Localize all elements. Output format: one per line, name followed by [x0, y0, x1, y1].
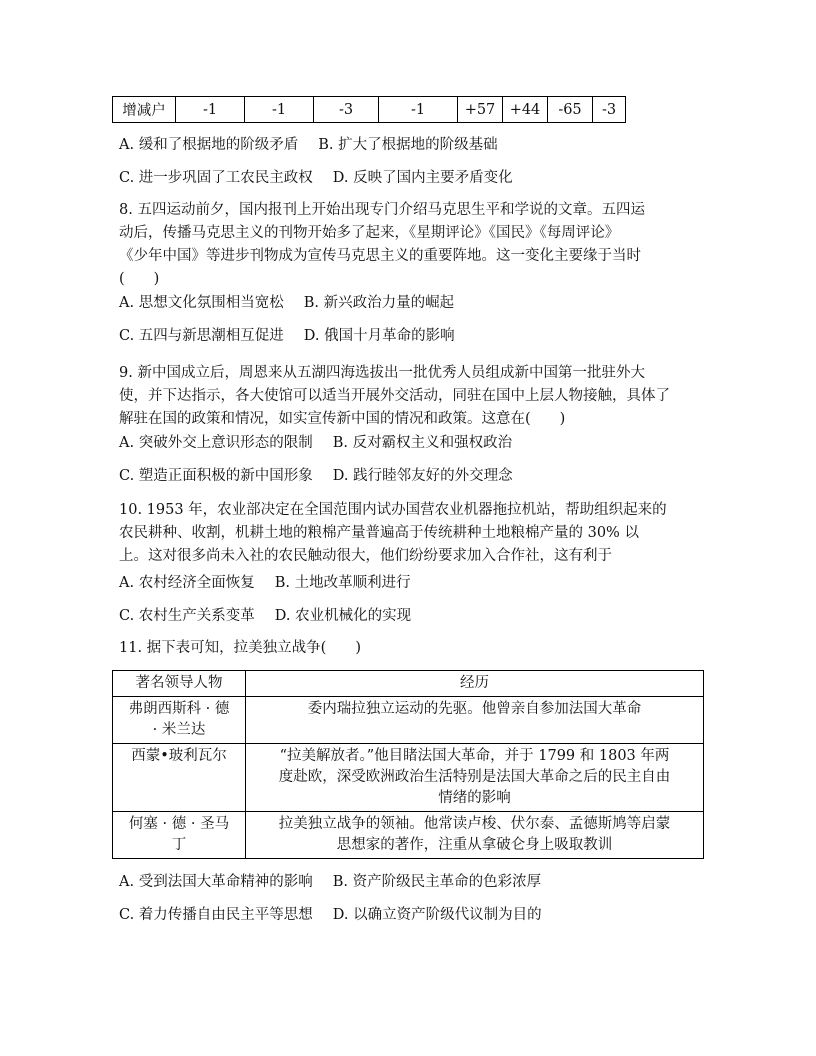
q11-option-a[interactable]: A. 受到法国大革命精神的影响 [119, 874, 313, 890]
q8-stem [119, 199, 701, 291]
leader-description-line: “拉美解放者。”他目睹法国大革命，并于 1799 和 1803 年两 [279, 748, 670, 764]
q11-option-b[interactable]: B. 资产阶级民主革命的色彩浓厚 [332, 874, 542, 890]
q11-stem: 11. 据下表可知，拉美独立战争( ) [119, 640, 361, 656]
leader-description-line: 委内瑞拉独立运动的先驱。他曾亲自参加法国大革命 [307, 701, 642, 717]
q8-option-a[interactable]: A. 思想文化氛围相当宽松 [119, 295, 284, 311]
q9-stem-line: 使，并下达指示，各大使馆可以适当开展外交活动，同驻在国中上层人物接触，具体了 [119, 388, 670, 404]
q8-option-b[interactable]: B. 新兴政治力量的崛起 [303, 295, 455, 311]
household-change-table [112, 96, 626, 123]
table-cell: -1 [245, 97, 314, 123]
leader-name [113, 697, 246, 744]
table-cell: -3 [593, 97, 626, 123]
q11-option-c[interactable]: C. 着力传播自由民主平等思想 [119, 907, 313, 923]
q7-options-ab [119, 134, 701, 157]
q10-options-cd [119, 605, 701, 628]
q8-option-c[interactable]: C. 五四与新思潮相互促进 [119, 328, 284, 344]
q10-stem-line: 上。这对很多尚未入社的农民触动很大，他们纷纷要求加入合作社，这有利于 [119, 548, 612, 564]
q8-stem-line: ( ) [119, 271, 160, 287]
leaders-table [112, 670, 704, 859]
q10-option-a[interactable]: A. 农村经济全面恢复 [119, 575, 255, 591]
q10-option-b[interactable]: B. 土地改革顺利进行 [274, 575, 411, 591]
table-cell: -1 [176, 97, 245, 123]
q9-option-d[interactable]: D. 践行睦邻友好的外交理念 [332, 468, 513, 484]
table-cell: -3 [314, 97, 379, 123]
q10-options-ab [119, 572, 701, 595]
q10-option-d[interactable]: D. 农业机械化的实现 [274, 608, 412, 624]
leader-name [113, 812, 246, 859]
column-header: 经历 [246, 671, 704, 697]
q7-option-a[interactable]: A. 缓和了根据地的阶级矛盾 [119, 137, 299, 153]
leader-name-line: 弗朗西斯科 · 德 [128, 701, 230, 717]
q8-option-d[interactable]: D. 俄国十月革命的影响 [303, 328, 455, 344]
q9-options-cd [119, 465, 701, 488]
q7-option-d[interactable]: D. 反映了国内主要矛盾变化 [332, 170, 513, 186]
q8-stem-line: 《少年中国》等进步刊物成为宣传马克思主义的重要阵地。这一变化主要缘于当时 [119, 248, 641, 264]
leader-name-line: 丁 [171, 837, 187, 853]
q10-stem-line: 农民耕种、收割，机耕土地的粮棉产量普遍高于传统耕种土地粮棉产量的 30% 以 [119, 525, 639, 541]
q8-stem-line: 8. 五四运动前夕，国内报刊上开始出现专门介绍马克思生平和学说的文章。五四运 [119, 202, 645, 218]
leader-name-line: 何塞 · 德 · 圣马 [128, 816, 230, 832]
q7-option-c[interactable]: C. 进一步巩固了工农民主政权 [119, 170, 313, 186]
table-header-row [113, 671, 704, 697]
column-header: 著名领导人物 [113, 671, 246, 697]
q10-stem [119, 499, 701, 568]
q7-option-b[interactable]: B. 扩大了根据地的阶级基础 [318, 137, 498, 153]
table-cell: +44 [503, 97, 548, 123]
q10-option-c[interactable]: C. 农村生产关系变革 [119, 608, 255, 624]
table-row [113, 812, 704, 859]
q9-option-b[interactable]: B. 反对霸权主义和强权政治 [332, 435, 513, 451]
q9-stem-line: 9. 新中国成立后，周恩来从五湖四海选拔出一批优秀人员组成新中国第一批驻外大 [119, 365, 645, 381]
q10-stem-line: 10. 1953 年，农业部决定在全国范围内试办国营农业机器拖拉机站，帮助组织起来的 [119, 502, 667, 518]
q9-option-a[interactable]: A. 突破外交上意识形态的限制 [119, 435, 313, 451]
q11-option-d[interactable]: D. 以确立资产阶级代议制为目的 [332, 907, 542, 923]
row-label: 增减户 [113, 97, 176, 123]
q11-options-ab [119, 871, 701, 894]
leader-name-line: 西蒙•玻利瓦尔 [131, 748, 227, 764]
leader-description-line: 情绪的影响 [438, 790, 511, 806]
q11-options-cd [119, 904, 701, 927]
table-row [113, 97, 626, 123]
leader-description-line: 度赴欧，深受欧洲政治生活特别是法国大革命之后的民主自由 [278, 769, 671, 785]
leader-description-line: 思想家的著作，注重从拿破仑身上吸取教训 [336, 837, 613, 853]
q9-stem [119, 362, 701, 431]
leader-description [246, 812, 704, 859]
table-cell: +57 [458, 97, 503, 123]
table-row [113, 744, 704, 812]
leader-name-line: · 米兰达 [152, 722, 206, 738]
q9-option-c[interactable]: C. 塑造正面积极的新中国形象 [119, 468, 313, 484]
table-row [113, 697, 704, 744]
leader-description [246, 697, 704, 744]
q7-options-cd [119, 167, 701, 190]
leader-description [246, 744, 704, 812]
q8-stem-line: 动后，传播马克思主义的刊物开始多了起来，《星期评论》《国民》《每周评论》 [119, 225, 620, 241]
q8-options-ab [119, 292, 701, 315]
table-cell: -65 [548, 97, 593, 123]
table-cell: -1 [379, 97, 458, 123]
q9-stem-line: 解驻在国的政策和情况，如实宣传新中国的情况和政策。这意在( ) [119, 411, 566, 427]
leader-description-line: 拉美独立战争的领袖。他常读卢梭、伏尔泰、孟德斯鸠等启蒙 [278, 816, 671, 832]
q8-options-cd [119, 325, 701, 348]
leader-name [113, 744, 246, 812]
q9-options-ab [119, 432, 701, 455]
